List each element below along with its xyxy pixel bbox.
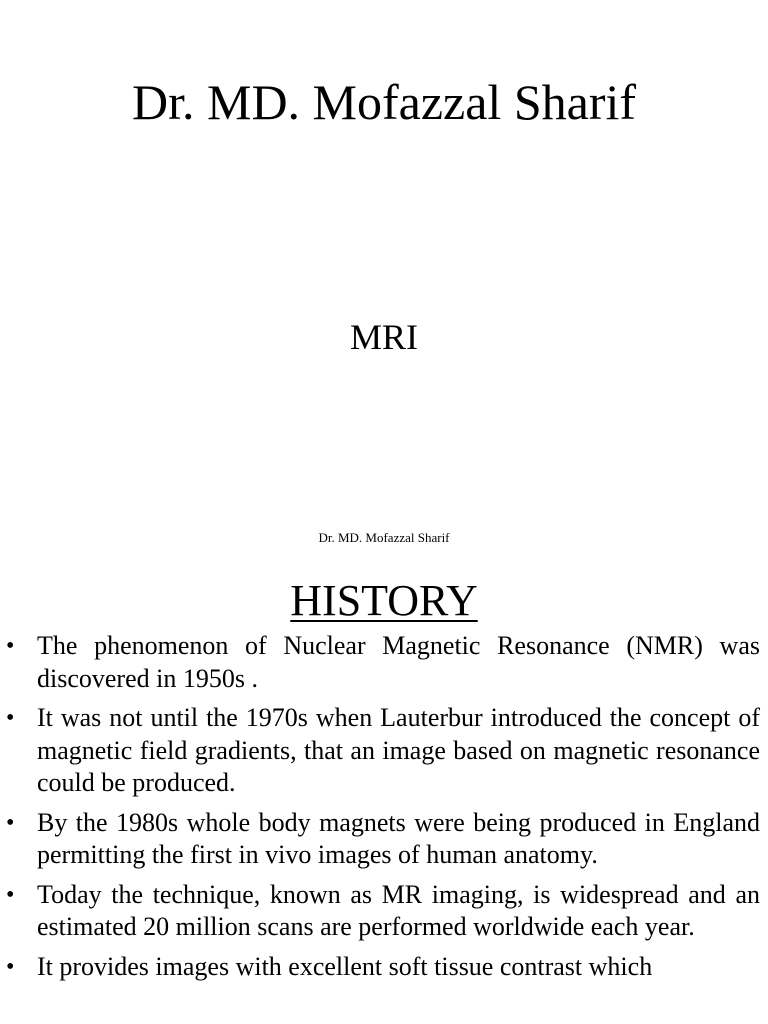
bullet-text: By the 1980s whole body magnets were being produced in England permitting the first in vivo images of human anatomy. <box>37 807 760 869</box>
history-bullet-item <box>0 702 760 800</box>
slide-subtitle: MRI <box>349 317 418 357</box>
bullet-text: It was not until the 1970s when Lauterbur introduced the concept of magnetic field gradients, that an image based on magnetic resonance could be produced. <box>37 703 760 797</box>
history-bullet-item <box>0 879 760 944</box>
bullet-icon: • <box>6 953 15 980</box>
history-bullet-item <box>0 807 760 872</box>
bullet-icon: • <box>6 809 15 836</box>
history-bullet-list <box>0 630 760 990</box>
slide-title: Dr. MD. Mofazzal Sharif <box>131 74 637 130</box>
bullet-text: The phenomenon of Nuclear Magnetic Resonance (NMR) was discovered in 1950s . <box>37 631 760 693</box>
bullet-text: It provides images with excellent soft tissue contrast which <box>37 951 653 981</box>
history-heading: HISTORY <box>290 576 478 625</box>
bullet-icon: • <box>6 881 15 908</box>
bullet-text: Today the technique, known as MR imaging, is widespread and an estimated 20 million scans are performed worldwide each year. <box>37 879 760 941</box>
slide-footer: Dr. MD. Mofazzal Sharif <box>318 530 450 545</box>
bullet-icon: • <box>6 633 15 659</box>
history-bullet-item <box>0 630 760 695</box>
bullet-icon: • <box>6 705 15 731</box>
history-bullet-item <box>0 951 760 984</box>
